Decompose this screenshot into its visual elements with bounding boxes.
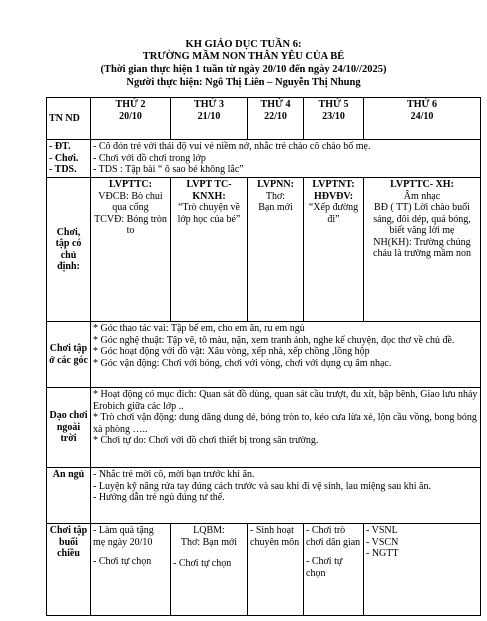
day-header: THỨ 6 24/10: [364, 98, 481, 140]
outdoor-content: * Hoạt động có mục đích: Quan sát đồ dùng, quan sát cầu trượt, đu xít, bập bênh, Giao lưu nhảy Erobich giữa các lớp .. * Trò chơi vận động: dung dăng dung dẻ, bóng tròn to, kéo cưa lừa xẻ, lộn cầu vồng, bong bóng xà phòng ….. * Chơi tự do: Chơi với đồ chơi thiết bị trong sân trường.: [91, 388, 481, 468]
corners-row: [47, 322, 481, 388]
document-subtitle: TRƯỜNG MẦM NON THÂN YÊU CỦA BÉ: [142, 51, 345, 62]
weekly-plan-table: [46, 97, 481, 616]
corner-cell: TN ND: [47, 98, 91, 140]
nap-label: An ngủ: [47, 468, 91, 524]
outdoor-row: [47, 388, 481, 468]
learning-cell: LVPTTC- XH: Âm nhạc BĐ ( TT) Lời chào buổi sáng, đôi dép, quả bóng, biết vâng lời mẹ NH(KH): Trường chúng cháu là trường mầm non: [364, 178, 481, 322]
learning-label: Chơi, tập có chủ định:: [47, 178, 91, 322]
morning-labels: - ĐT. - Chơi. - TDS.: [47, 140, 91, 178]
document-title: KH GIÁO DỤC TUẦN 6:: [185, 39, 302, 50]
nap-row: [47, 468, 481, 524]
nap-content: - Nhắc trẻ mời cô, mời bạn trước khi ăn. - Luyện kỹ năng rửa tay đúng cách trước và sau khi đi vệ sinh, lau miệng sau khi ăn. - Hướng dẫn trẻ ngủ đúng tư thế.: [91, 468, 481, 524]
afternoon-row: [47, 524, 481, 616]
days-header-row: [47, 98, 481, 140]
day-header: THỨ 2 20/10: [91, 98, 171, 140]
day-header: THỨ 3 21/10: [171, 98, 248, 140]
learning-cell: LVPNN: Thơ: Bạn mới: [248, 178, 304, 322]
learning-cell: LVPTNT: HĐVĐV: “Xếp đường đi”: [304, 178, 364, 322]
day-header: THỨ 4 22/10: [248, 98, 304, 140]
day-header: THỨ 5 23/10: [304, 98, 364, 140]
corners-label: Chơi tập ở các góc: [47, 322, 91, 388]
document-period: (Thời gian thực hiện 1 tuần từ ngày 20/10 đến ngày 24/10//2025): [100, 64, 387, 75]
outdoor-label: Dạo chơi ngoài trời: [47, 388, 91, 468]
afternoon-cell: - Sinh hoạt chuyên môn: [248, 524, 304, 616]
afternoon-cell: - Làm quà tặng mẹ ngày 20/10 - Chơi tự chọn: [91, 524, 171, 616]
afternoon-cell: LQBM: Thơ: Bạn mới - Chơi tự chọn: [171, 524, 248, 616]
learning-cell: LVPT TC- KNXH: “Trò chuyện về lớp học của bé”: [171, 178, 248, 322]
afternoon-label: Chơi tập buổi chiều: [47, 524, 91, 616]
morning-content: - Cô đón trẻ với thái độ vui vẻ niềm nở, nhắc trẻ chào cô chào bố mẹ. - Chơi với đồ chơi trong lớp - TDS : Tập bài “ ô sao bé không lắc”: [91, 140, 481, 178]
afternoon-cell: - Chơi trò chơi dân gian - Chơi tự chọn: [304, 524, 364, 616]
learning-cell: LVPTTC: VĐCB: Bò chui qua cổng TCVĐ: Bóng tròn to: [91, 178, 171, 322]
document-authors: Người thực hiện: Ngô Thị Liên – Nguyễn Thị Nhung: [126, 77, 361, 88]
corners-content: * Góc thao tác vai: Tập bế em, cho em ăn, ru em ngủ * Góc nghệ thuật: Tập vẽ, tô màu, nặn, xem tranh ảnh, nghe kể chuyện, đọc thơ về chủ đề. * Góc hoạt động với đồ vật: Xâu vòng, xếp nhà, xếp chồng ,lồng hộp * Góc vận động: Chơi với bóng, chơi với vòng, chơi với dụng cụ âm nhạc.: [91, 322, 481, 388]
afternoon-cell: - VSNL - VSCN - NGTT: [364, 524, 481, 616]
morning-row: [47, 140, 481, 178]
learning-row: [47, 178, 481, 322]
